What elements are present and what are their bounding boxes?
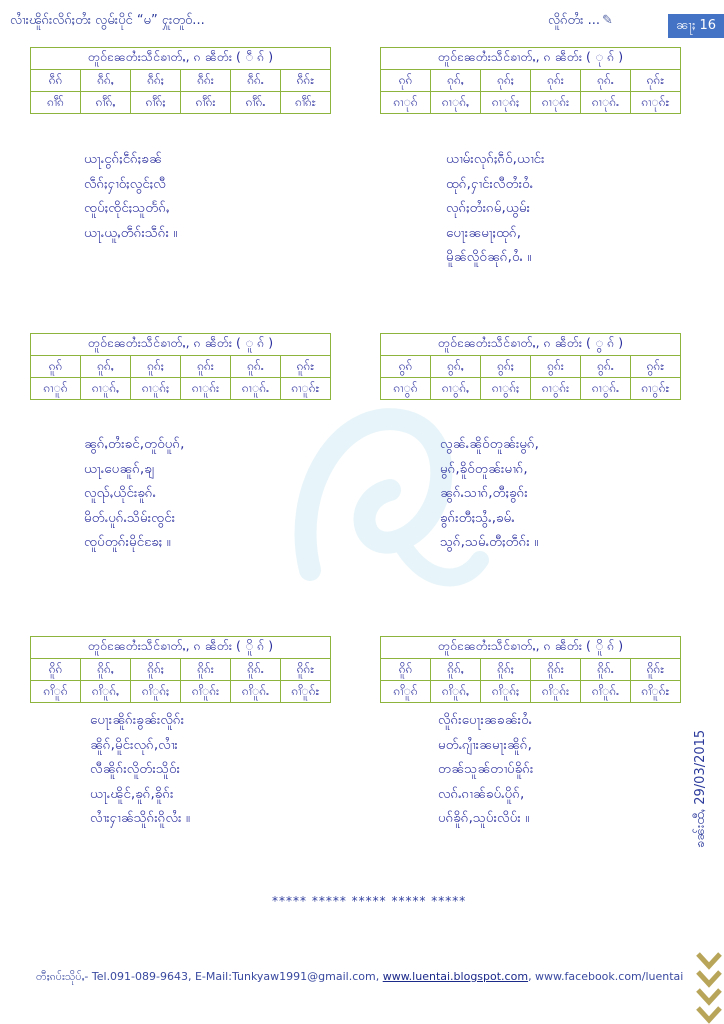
table-cell: ၵၢုၵ် <box>381 92 431 114</box>
section-table-4 <box>380 333 681 400</box>
section-table-2 <box>380 47 681 114</box>
table-cell: ၵုၵ်ႈ <box>481 70 531 92</box>
table-cell: ၵိူၵ်ႉ <box>581 659 631 681</box>
verse-line: လီၼိူၵ်းလိူတ်းသိူဝ်း <box>90 761 181 777</box>
table-cell: ၵိူၵ်ႇ <box>431 659 481 681</box>
verse-line: ယႃႉပေၼူၵ်,ၶျ <box>84 460 155 477</box>
verse-line: ယႃႉၽိူင်,ၶူၵ်,ၶိူၵ်း <box>90 785 174 802</box>
side-date: ၶၼ်းထီႇ 29/03/2015 <box>693 729 708 848</box>
table-cell: ၵုၵ်ႊ <box>631 70 681 92</box>
verse-line: သွၵ်,သမ်ႉတီႈတဵၵ်း ။ <box>440 534 539 550</box>
verse-line: ယၢမ်းလုၵ်ႈၵဵဝ်,ယၢင်း <box>446 151 545 167</box>
verse-line: ၼွၵ်ႇတႆးၶင်,တူဝ်ပူၵ်, <box>84 436 185 452</box>
section-table-3 <box>30 333 331 400</box>
table-cell: ၵွၵ်ႇ <box>431 356 481 378</box>
table-cell: ၵၢုၵ်ႉ <box>581 92 631 114</box>
footer-facebook: , www.facebook.com/luentai <box>528 970 684 983</box>
table-cell: ၵၢွၵ်ႈ <box>481 378 531 400</box>
table-cell: ၵၢိူၵ်ႈ <box>481 681 531 703</box>
verse-line: လုၵ်ႈတႆးၵမ်,ယွမ်း <box>446 200 531 216</box>
table-cell: ၵၢိူၵ်ႉ <box>231 681 281 703</box>
verse-line: ယႃႉငွၵ်ႈငဵၵ်ႈၶၼ် <box>84 151 162 167</box>
table-cell: ၵိူၵ် <box>31 659 81 681</box>
section-table-1 <box>30 47 331 114</box>
table-cell: ၵူၵ် <box>31 356 81 378</box>
table-cell: ၵၢူၵ် <box>31 378 81 400</box>
table-cell: ၵၢိူၵ်ႊ <box>281 681 331 703</box>
verse-line: ထုၵ်,ႁၢင်းလီတႆးဝႆႉ <box>446 175 534 192</box>
table-cell: ၵုၵ်ႇ <box>431 70 481 92</box>
table-cell: ၵူၵ်ႉ <box>231 356 281 378</box>
verse-line: ၸူပ်ႈၸိုင်ႈသူတႅၵ်ႇ <box>84 200 170 216</box>
table-cell: ၵၢဵၵ်ႉ <box>231 92 281 114</box>
section-title: တူဝ်ၼႄတႆးသဵင်ၶၢတ်ႇ, ၵ ၼဵတ်း ( ွ ၵ် ) <box>381 334 681 356</box>
table-cell: ၵိူၵ်း <box>531 659 581 681</box>
table-cell: ၵၢုၵ်း <box>531 92 581 114</box>
table-cell: ၵၢဵၵ်း <box>181 92 231 114</box>
table-cell: ၵၢိူၵ်း <box>181 681 231 703</box>
header-label-text: လိူၵ်တႆး ... <box>548 13 600 28</box>
footer-prefix: တီႈၵပ်းသိုပ်ႇ- Tel.091-089-9643, E-Mail:Tunkyaw1991@gmail.com, <box>36 970 383 983</box>
verse-line: မိူၼ်လိူဝ်ၼုၵ်,ဝႆႉ ။ <box>446 249 532 265</box>
table-cell: ၵၢိူၵ်ႊ <box>631 681 681 703</box>
table-cell: ၵိူၵ်း <box>181 659 231 681</box>
table-cell: ၵွၵ်း <box>531 356 581 378</box>
table-cell: ၵၢွၵ်ႊ <box>631 378 681 400</box>
verse-line: ၼွၵ်ႉသၢၵ်,တီႈၶွၵ်း <box>440 485 528 501</box>
verse-block-5 <box>90 708 190 831</box>
verse-line: တၼ်သူၼ်တၢပ်ၶိူၵ်း <box>438 761 534 777</box>
table-cell: ၵဵၵ်ႇ <box>81 70 131 92</box>
footer-contact <box>36 970 683 986</box>
table-cell: ၵၢိူၵ်း <box>531 681 581 703</box>
table-cell: ၵွၵ်ႉ <box>581 356 631 378</box>
verse-line: လဵၵ်ႈႁၢဝ်ႈလွင်ႈလီ <box>84 175 166 192</box>
pencil-icon: ✎ <box>602 13 613 28</box>
table-cell: ၵၢိူၵ်ႈ <box>131 681 181 703</box>
table-cell: ၵၢိူၵ် <box>31 681 81 703</box>
verse-line: လွၼ်ႉၼိူဝ်တူၼ်းမွၵ်, <box>440 436 539 452</box>
table-cell: ၵၢိူၵ်ႉ <box>581 681 631 703</box>
verse-block-3 <box>84 432 184 555</box>
verse-line: ပၵ်ၶိူၵ်,သူပ်းလိပ်း ။ <box>438 810 530 826</box>
table-cell: ၵၢူၵ်ႇ <box>81 378 131 400</box>
verse-line: လၢႆးႁၢၼ်သိူၵ်းၵိူလႆး ။ <box>90 810 190 826</box>
verse-block-6 <box>438 708 533 831</box>
table-cell: ၵၢွၵ်း <box>531 378 581 400</box>
section-table-6 <box>380 636 681 703</box>
table-cell: ၵွၵ်ႈ <box>481 356 531 378</box>
table-cell: ၵၢုၵ်ႇ <box>431 92 481 114</box>
section-table-5 <box>30 636 331 703</box>
table-cell: ၵၢဵၵ် <box>31 92 81 114</box>
table-cell: ၵၢူၵ်း <box>181 378 231 400</box>
table-cell: ၵၢူၵ်ႊ <box>281 378 331 400</box>
table-cell: ၵၢူၵ်ႉ <box>231 378 281 400</box>
verse-block-1 <box>84 147 177 245</box>
table-cell: ၵိူၵ်ႇ <box>81 659 131 681</box>
table-cell: ၵဵၵ်ႊ <box>281 70 331 92</box>
table-cell: ၵွၵ်ႊ <box>631 356 681 378</box>
table-cell: ၵၢူၵ်ႈ <box>131 378 181 400</box>
verse-line: ၸူပ်တူၵ်းမိုင်ၶႄႈ ။ <box>84 534 171 550</box>
verse-line: လၵ်ႉၵၢၼ်ၶပ်ႉပိူၵ်, <box>438 785 525 802</box>
table-cell: ၵၢွၵ်ႉ <box>581 378 631 400</box>
table-cell: ၵၢုၵ်ႈ <box>481 92 531 114</box>
chevron-down-icon <box>694 948 724 1024</box>
table-cell: ၵၢွၵ်ႇ <box>431 378 481 400</box>
table-cell: ၵိူၵ်ႊ <box>631 659 681 681</box>
table-cell: ၵူၵ်ႊ <box>281 356 331 378</box>
table-cell: ၵွၵ် <box>381 356 431 378</box>
table-cell: ၵုၵ်း <box>531 70 581 92</box>
section-title: တူဝ်ၼႄတႆးသဵင်ၶၢတ်ႇ, ၵ ၼဵတ်း ( ု ၵ် ) <box>381 48 681 70</box>
table-cell: ၵၢဵၵ်ႊ <box>281 92 331 114</box>
table-cell: ၵိူၵ်ႈ <box>481 659 531 681</box>
section-title: တူဝ်ၼႄတႆးသဵင်ၶၢတ်ႇ, ၵ ၼဵတ်း ( ိူ ၵ် ) <box>381 637 681 659</box>
table-cell: ၵိူၵ်ႉ <box>231 659 281 681</box>
verse-block-2 <box>446 147 545 270</box>
table-cell: ၵဵၵ်ႉ <box>231 70 281 92</box>
verse-line: မွၵ်,ၶိူဝ်တူၼ်းမၢၵ်, <box>440 460 528 477</box>
page-header-label <box>548 12 613 31</box>
verse-line: မတ်ႉၵျၢႆးၼမႃးၼိူၵ်, <box>438 736 532 753</box>
verse-line: ပေႃးၼိူၵ်းၶွၼ်းလိူၵ်း <box>90 712 185 728</box>
table-cell: ၵူၵ်ႇ <box>81 356 131 378</box>
table-cell: ၵုၵ်ႉ <box>581 70 631 92</box>
table-cell: ၵၢိူၵ် <box>381 681 431 703</box>
verse-line: ယႃႉယူႇတဵၵ်းသဵၵ်း ။ <box>84 224 178 241</box>
section-title: တူဝ်ၼႄတႆးသဵင်ၶၢတ်ႇ, ၵ ၼဵတ်း ( ူ ၵ် ) <box>31 334 331 356</box>
verse-block-4 <box>440 432 539 555</box>
table-cell: ၵၢဵၵ်ႇ <box>81 92 131 114</box>
table-cell: ၵၢိူၵ်ႇ <box>81 681 131 703</box>
table-cell: ၵိူၵ် <box>381 659 431 681</box>
page-header-title: လၢႆးၽိူၵ်းလိၵ်ႈတႆး လွမ်းပိုင် “မ” ႁူးတူဝ်... <box>10 13 205 28</box>
table-cell: ၵၢွၵ် <box>381 378 431 400</box>
table-cell: ၵဵၵ်း <box>181 70 231 92</box>
page-number-badge: ၼႃႈ 16 <box>668 14 724 38</box>
table-cell: ၵိူၵ်ႈ <box>131 659 181 681</box>
verse-line: ၼိူၵ်,မိူင်းလုၵ်,လၢႆး <box>90 736 178 753</box>
separator-stars: ***** ***** ***** ***** ***** <box>272 894 467 908</box>
table-cell: ၵူၵ်ႈ <box>131 356 181 378</box>
verse-line: ပေႃးၼမႃႈထုၵ်, <box>446 224 522 241</box>
table-cell: ၵိူၵ်ႊ <box>281 659 331 681</box>
section-title: တူဝ်ၼႄတႆးသဵင်ၶၢတ်ႇ, ၵ ၼဵတ်း ( ိူ ၵ် ) <box>31 637 331 659</box>
table-cell: ၵၢုၵ်ႊ <box>631 92 681 114</box>
verse-line: ၶွၵ်းတီႈသွႆႉ,ၶမ်ႉ <box>440 509 515 526</box>
verse-line: လိူၵ်းပေႃးၼၶၼ်းဝႆႉ <box>438 712 533 728</box>
verse-line: မိတ်ႉပူၵ်ႉသိမ်းၸွင်း <box>84 509 176 526</box>
table-cell: ၵဵၵ်ႈ <box>131 70 181 92</box>
table-cell: ၵဵၵ် <box>31 70 81 92</box>
section-title: တူဝ်ၼႄတႆးသဵင်ၶၢတ်ႇ, ၵ ၼဵတ်း ( ဵ ၵ် ) <box>31 48 331 70</box>
table-cell: ၵၢဵၵ်ႈ <box>131 92 181 114</box>
table-cell: ၵၢိူၵ်ႇ <box>431 681 481 703</box>
footer-blog-link[interactable]: www.luentai.blogspot.com <box>382 970 529 983</box>
table-cell: ၵူၵ်း <box>181 356 231 378</box>
table-cell: ၵုၵ် <box>381 70 431 92</box>
verse-line: လူၺ်ႇယိုင်းၶူၵ်ႉ <box>84 485 157 501</box>
